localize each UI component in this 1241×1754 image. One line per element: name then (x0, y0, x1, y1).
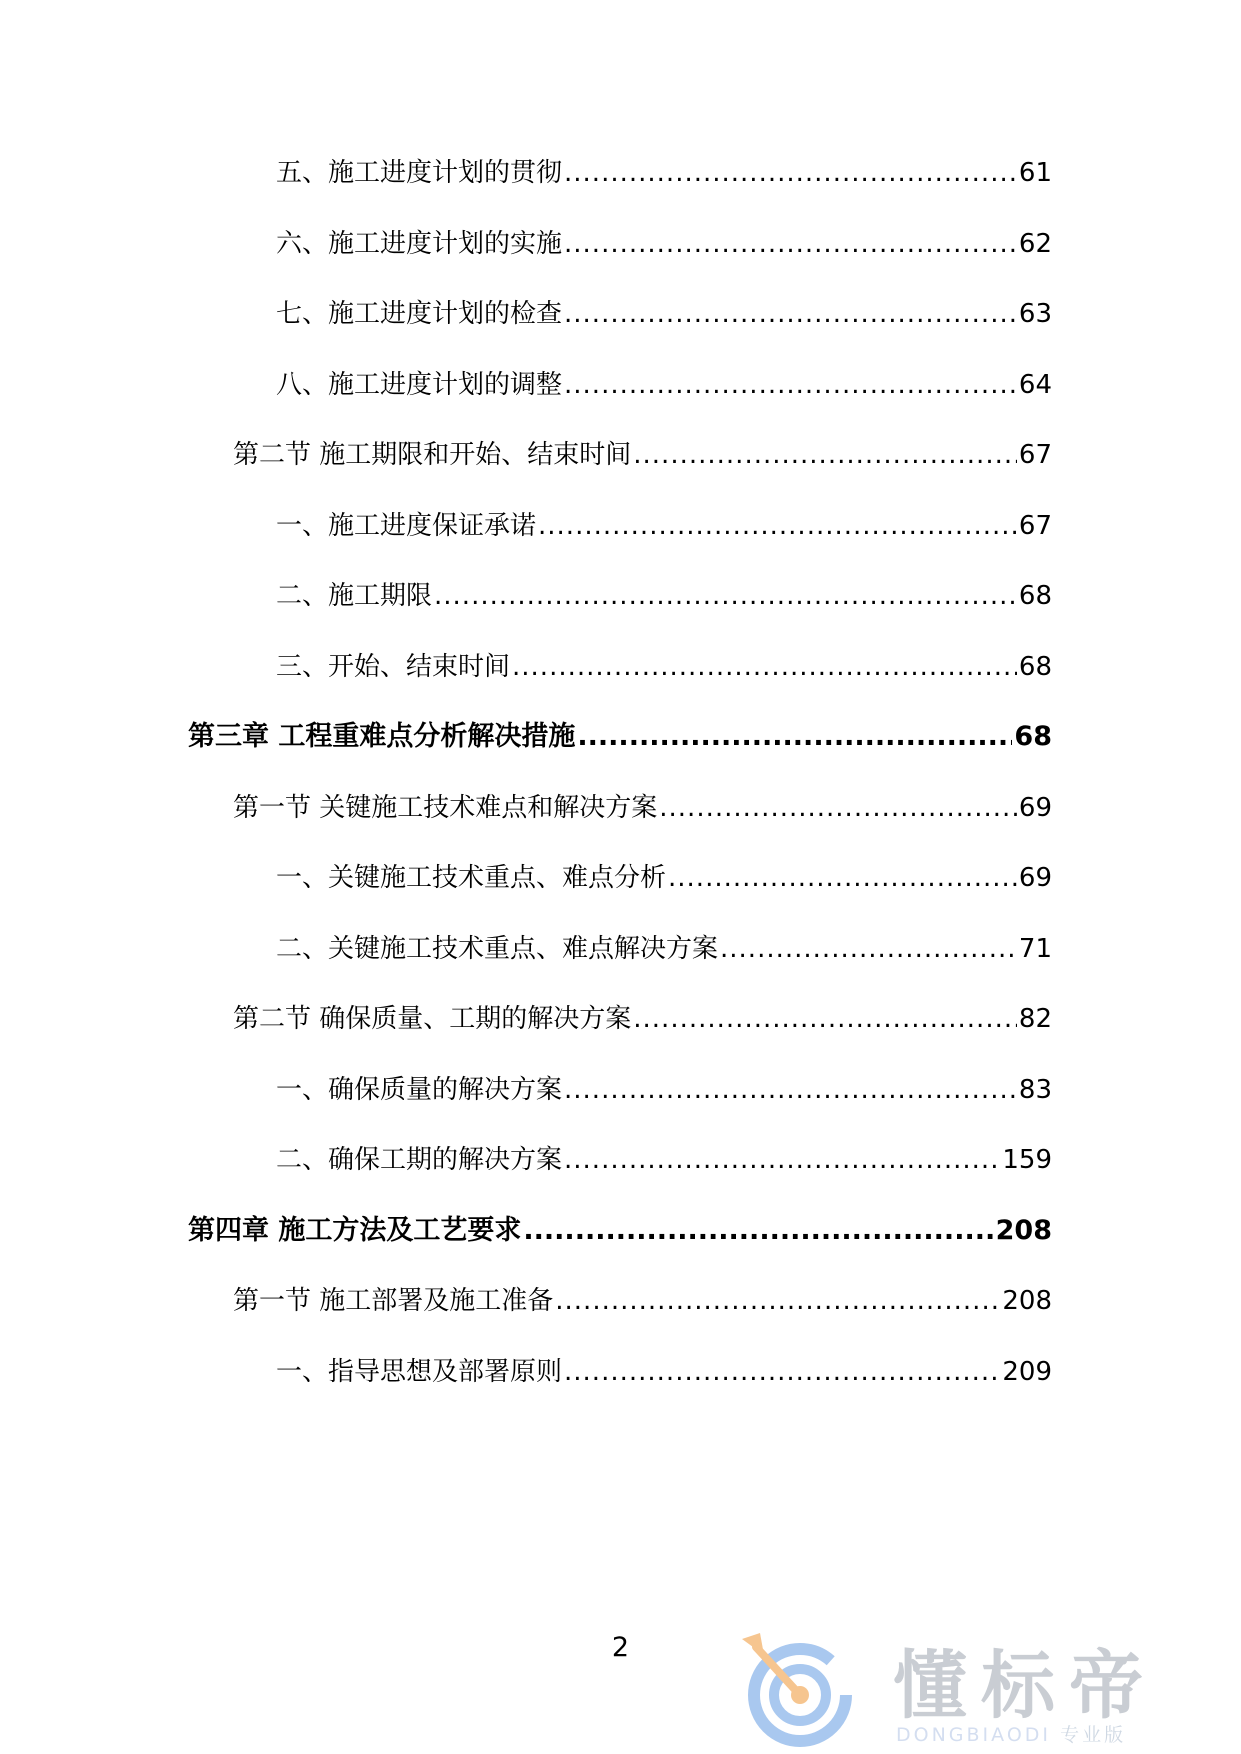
watermark-subtitle (896, 1720, 1126, 1747)
toc-item[interactable] (276, 924, 1052, 964)
toc-title: 八、施工进度计划的调整 (276, 370, 563, 400)
toc-chapter[interactable] (188, 1206, 1052, 1246)
toc-leader-dots (577, 722, 1012, 752)
toc-section[interactable] (233, 1276, 1052, 1316)
toc-leader-dots (564, 299, 1017, 329)
toc-title: 七、施工进度计划的检查 (276, 299, 563, 329)
watermark-latin: DONGBIAODI (896, 1724, 1052, 1746)
watermark-edition: 专业版 (1060, 1724, 1127, 1746)
toc-page-number: 69 (1018, 793, 1052, 823)
toc-section[interactable] (233, 783, 1052, 823)
toc-page-number: 67 (1018, 440, 1052, 470)
toc-page-number: 67 (1018, 511, 1052, 541)
toc-item[interactable] (276, 1135, 1052, 1175)
toc-section[interactable] (233, 994, 1052, 1034)
toc-chapter[interactable] (188, 712, 1052, 752)
toc-item[interactable] (276, 1347, 1052, 1387)
toc-item[interactable] (276, 289, 1052, 329)
toc-leader-dots (523, 1216, 993, 1246)
toc-title: 六、施工进度计划的实施 (276, 229, 563, 259)
target-arrow-icon (738, 1625, 858, 1750)
toc-title: 二、关键施工技术重点、难点解决方案 (276, 934, 719, 964)
toc-item[interactable] (276, 360, 1052, 400)
toc-page-number: 68 (1014, 721, 1052, 752)
toc-title: 第一节 施工部署及施工准备 (233, 1286, 554, 1316)
watermark (738, 1625, 1228, 1750)
toc-title: 一、指导思想及部署原则 (276, 1357, 563, 1387)
toc-page-number: 63 (1018, 299, 1052, 329)
toc-section[interactable] (233, 430, 1052, 470)
toc-page-number: 69 (1018, 863, 1052, 893)
toc-item[interactable] (276, 853, 1052, 893)
toc-leader-dots (564, 158, 1017, 188)
toc-page-number: 208 (1002, 1286, 1052, 1316)
toc-page-number: 62 (1018, 229, 1052, 259)
toc-title: 二、施工期限 (276, 581, 433, 611)
toc-title: 一、施工进度保证承诺 (276, 511, 537, 541)
toc-title: 一、确保质量的解决方案 (276, 1075, 563, 1105)
toc-item[interactable] (276, 501, 1052, 541)
toc-leader-dots (668, 863, 1017, 893)
toc-page-number: 209 (1002, 1357, 1052, 1387)
toc-title: 第四章 施工方法及工艺要求 (188, 1215, 522, 1246)
toc-leader-dots (564, 370, 1017, 400)
watermark-brand: 懂标帝 (893, 1643, 1157, 1729)
toc-page-number: 83 (1018, 1075, 1052, 1105)
toc-page-number: 64 (1018, 370, 1052, 400)
toc-item[interactable] (276, 642, 1052, 682)
toc-leader-dots (564, 1357, 1000, 1387)
toc-title: 五、施工进度计划的贯彻 (276, 158, 563, 188)
toc-page-number: 208 (995, 1215, 1052, 1246)
toc-title: 一、关键施工技术重点、难点分析 (276, 863, 667, 893)
toc-page-number: 68 (1018, 581, 1052, 611)
toc-leader-dots (555, 1286, 1000, 1316)
page-number: 2 (611, 1632, 630, 1663)
toc-title: 第二节 施工期限和开始、结束时间 (233, 440, 632, 470)
toc-title: 第二节 确保质量、工期的解决方案 (233, 1004, 632, 1034)
toc-item[interactable] (276, 1065, 1052, 1105)
toc-page-number: 71 (1018, 934, 1052, 964)
toc-leader-dots (564, 229, 1017, 259)
toc-title: 第一节 关键施工技术难点和解决方案 (233, 793, 658, 823)
toc-page-number: 82 (1018, 1004, 1052, 1034)
toc-leader-dots (434, 581, 1017, 611)
toc-leader-dots (633, 1004, 1017, 1034)
toc-title: 二、确保工期的解决方案 (276, 1145, 563, 1175)
toc-leader-dots (512, 652, 1017, 682)
toc-page-number: 68 (1018, 652, 1052, 682)
toc-item[interactable] (276, 571, 1052, 611)
toc-leader-dots (564, 1075, 1017, 1105)
toc-leader-dots (659, 793, 1017, 823)
toc-page-number: 61 (1018, 158, 1052, 188)
toc-leader-dots (633, 440, 1017, 470)
toc-item[interactable] (276, 148, 1052, 188)
toc-title: 第三章 工程重难点分析解决措施 (188, 721, 576, 752)
toc-leader-dots (538, 511, 1017, 541)
toc-title: 三、开始、结束时间 (276, 652, 511, 682)
toc-leader-dots (564, 1145, 1000, 1175)
toc-item[interactable] (276, 219, 1052, 259)
toc-leader-dots (720, 934, 1017, 964)
toc-page-number: 159 (1002, 1145, 1052, 1175)
